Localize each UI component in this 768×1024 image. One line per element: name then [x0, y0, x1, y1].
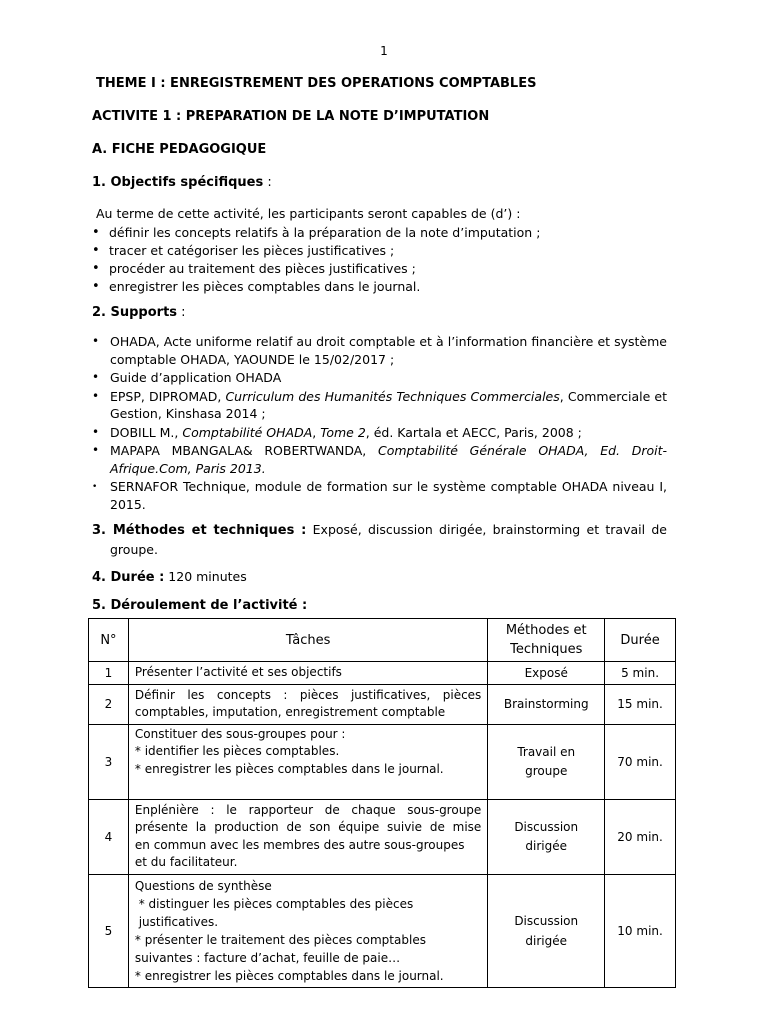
- table-row: [89, 799, 676, 874]
- section-a-heading: A. FICHE PEDAGOGIQUE: [92, 142, 267, 157]
- task-line: présente la production de son équipe suivie de mise: [134, 820, 482, 834]
- row-num: 5: [89, 874, 129, 987]
- theme-title: THEME I : ENREGISTREMENT DES OPERATIONS COMPTABLES: [96, 76, 537, 91]
- objectives-heading-suffix: :: [263, 175, 272, 190]
- task-line: * distinguer les pièces comptables des pièces: [134, 896, 414, 911]
- objectives-heading: [92, 175, 272, 190]
- deroulement-heading: 5. Déroulement de l’activité :: [92, 598, 308, 613]
- table-row: [89, 684, 676, 724]
- header-methods-line: Techniques: [510, 642, 583, 657]
- task-line: * enregistrer les pièces comptables dans le journal.: [134, 761, 444, 776]
- objectives-heading-text: 1. Objectifs spécifiques: [92, 175, 264, 190]
- task-line: justificatives.: [134, 914, 219, 929]
- duration-heading: 4. Durée :: [92, 570, 165, 585]
- header-duration: Durée: [605, 619, 676, 662]
- task-line: * présenter le traitement des pièces comptables: [134, 932, 426, 947]
- methods-text-cont: groupe.: [110, 542, 158, 557]
- list-item: • procéder au traitement des pièces justificatives ;: [92, 260, 540, 278]
- objectives-intro: Au terme de cette activité, les participants seront capables de (d’) :: [96, 206, 521, 221]
- task-line: suivantes : facture d’achat, feuille de paie…: [134, 950, 401, 965]
- support-author: MAPAPA MBANGALA& ROBERTWANDA,: [110, 443, 378, 458]
- support-author: EPSP, DIPROMAD,: [110, 388, 226, 404]
- row-num: 2: [89, 684, 129, 724]
- support-author: DOBILL M.,: [110, 424, 183, 440]
- row-method: [488, 684, 605, 724]
- supports-heading: [92, 305, 186, 320]
- duration-text: 120 minutes: [164, 569, 247, 584]
- support-title: Curriculum des Humanités Techniques Commerciales: [225, 388, 560, 404]
- header-num: N°: [89, 619, 129, 662]
- list-item: • définir les concepts relatifs à la préparation de la note d’imputation ;: [92, 224, 540, 242]
- row-duration: 15 min.: [605, 684, 676, 724]
- row-task: [128, 799, 487, 874]
- method-line: dirigée: [525, 838, 568, 853]
- task-line: Définir les concepts : pièces justificatives, pièces: [134, 687, 482, 702]
- list-item: [92, 424, 667, 442]
- methods-line: [92, 520, 667, 541]
- table-row: [89, 724, 676, 799]
- row-method: [488, 662, 605, 685]
- task-line: comptables, imputation, enregistrement comptable: [134, 705, 446, 719]
- methods-heading: 3. Méthodes et techniques :: [92, 523, 307, 538]
- row-task: [128, 684, 487, 724]
- task-line: Constituer des sous-groupes pour :: [134, 726, 346, 741]
- list-item: • enregistrer les pièces comptables dans le journal.: [92, 278, 540, 296]
- supports-heading-suffix: :: [177, 305, 186, 320]
- support-title: Comptabilité Générale OHADA, Ed. Droit-Afrique.Com, Paris 2013.: [110, 443, 667, 476]
- task-line: Présenter l’activité et ses objectifs: [134, 665, 342, 679]
- method-line: Brainstorming: [503, 697, 589, 711]
- support-volume: Tome 2: [320, 424, 366, 440]
- row-num: 1: [89, 662, 129, 685]
- supports-heading-text: 2. Supports: [92, 305, 178, 320]
- method-line: Travail en: [517, 744, 576, 759]
- row-task: [128, 662, 487, 685]
- row-task: [128, 874, 487, 987]
- duration-section: [92, 569, 247, 585]
- list-item: • OHADA, Acte uniforme relatif au droit comptable et à l’information financière et système comptable OHADA, YAOUNDE le 15/02/2017 ;: [92, 333, 667, 368]
- list-item: • Guide d’application OHADA: [92, 369, 667, 387]
- method-line: Discussion: [514, 913, 579, 928]
- header-tasks: Tâches: [128, 619, 487, 662]
- list-item: • SERNAFOR Technique, module de formation sur le système comptable OHADA niveau I, 2015.: [92, 478, 667, 513]
- row-method: [488, 799, 605, 874]
- supports-list: [92, 333, 667, 514]
- row-duration: 70 min.: [605, 724, 676, 799]
- row-duration: 20 min.: [605, 799, 676, 874]
- support-details: , éd. Kartala et AECC, Paris, 2008 ;: [365, 424, 582, 440]
- row-method: [488, 724, 605, 799]
- method-line: Discussion: [514, 819, 579, 834]
- header-methods: [488, 619, 605, 662]
- row-method: [488, 874, 605, 987]
- list-item: • tracer et catégoriser les pièces justificatives ;: [92, 242, 540, 260]
- row-task: [128, 724, 487, 799]
- task-line: en commun avec les membres des autre sous-groupes: [134, 837, 465, 852]
- task-line: * identifier les pièces comptables.: [134, 744, 340, 758]
- header-methods-line: Méthodes et: [505, 623, 587, 638]
- activity-title: ACTIVITE 1 : PREPARATION DE LA NOTE D’IMPUTATION: [92, 109, 490, 124]
- task-line: Enplénière : le rapporteur de chaque sous-groupe: [134, 802, 482, 817]
- row-num: 3: [89, 724, 129, 799]
- row-num: 4: [89, 799, 129, 874]
- method-line: Exposé: [524, 665, 568, 680]
- table-header-row: [89, 619, 676, 662]
- support-details: , Commerciale et Gestion, Kinshasa 2014 ;: [110, 388, 668, 421]
- table-row: [89, 662, 676, 685]
- method-line: dirigée: [525, 933, 568, 948]
- activity-table: [88, 618, 676, 988]
- row-duration: 10 min.: [605, 874, 676, 987]
- task-line: Questions de synthèse: [134, 878, 272, 893]
- row-duration: 5 min.: [605, 662, 676, 685]
- support-title: Comptabilité OHADA: [182, 424, 313, 440]
- methods-section: [92, 520, 667, 559]
- page-number: 1: [380, 44, 388, 58]
- objectives-list: [92, 224, 540, 296]
- method-line: groupe: [525, 763, 568, 778]
- list-item: [92, 388, 667, 423]
- task-line: et du facilitateur.: [134, 855, 238, 869]
- table-row: [89, 874, 676, 987]
- list-item: [92, 442, 667, 477]
- methods-text: Exposé, discussion dirigée, brainstorming et travail de: [306, 522, 667, 537]
- support-separator: ,: [312, 424, 321, 440]
- task-line: * enregistrer les pièces comptables dans le journal.: [134, 968, 444, 983]
